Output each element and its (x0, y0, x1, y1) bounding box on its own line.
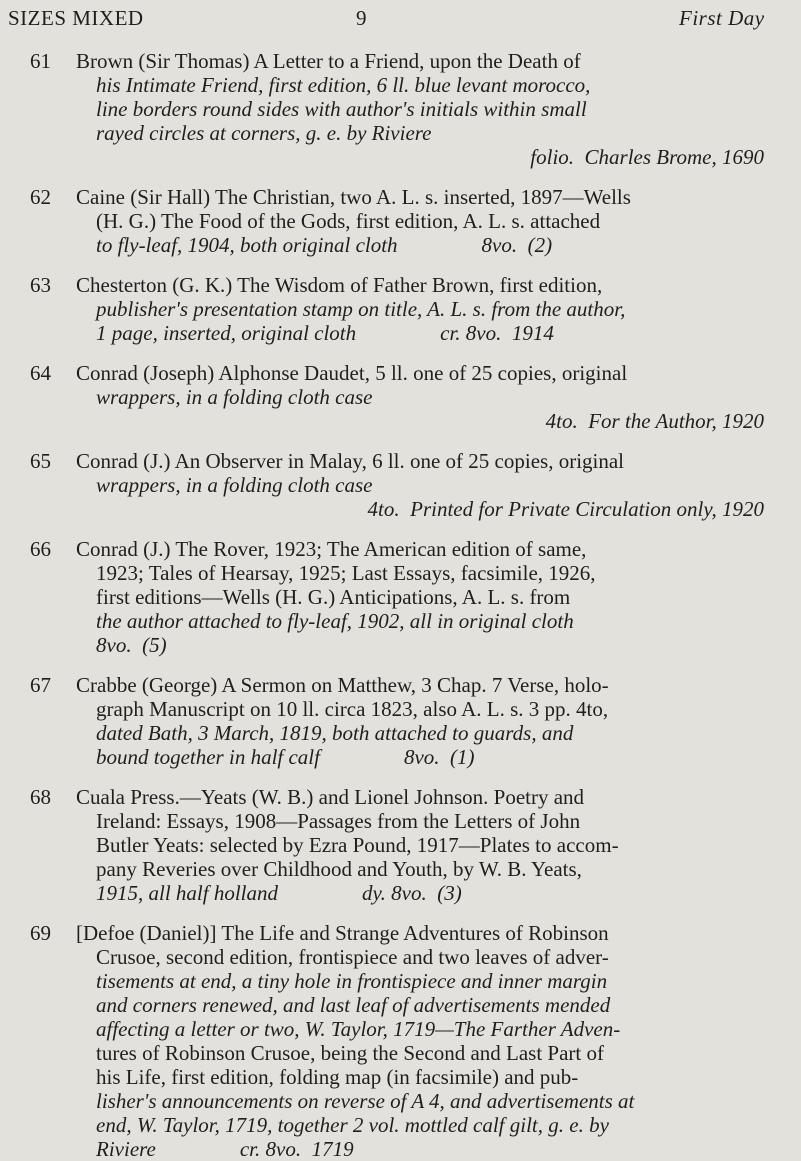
lot-entry (0, 785, 801, 905)
description-line: Conrad (J.) An Observer in Malay, 6 ll. one of 25 copies, original (76, 449, 625, 473)
description-line: Riviere cr. 8vo. 1719 (96, 1137, 354, 1161)
description-line: 1923; Tales of Hearsay, 1925; Last Essays, facsimile, 1926, (96, 561, 596, 585)
description-line: his Life, first edition, folding map (in facsimile) and pub- (96, 1065, 579, 1089)
description-line: graph Manuscript on 10 ll. circa 1823, also A. L. s. 3 pp. 4to, (96, 697, 609, 721)
description-line: folio. Charles Brome, 1690 (530, 145, 764, 169)
lot-number: 68 (30, 785, 51, 809)
description-line: wrappers, in a folding cloth case (96, 473, 373, 497)
lot-description (76, 449, 764, 521)
description-line: Ireland: Essays, 1908—Passages from the Letters of John (96, 809, 581, 833)
description-line: tures of Robinson Crusoe, being the Second and Last Part of (96, 1041, 604, 1065)
description-line: [Defoe (Daniel)] The Life and Strange Adventures of Robinson (76, 921, 609, 945)
description-line: (H. G.) The Food of the Gods, first edition, A. L. s. attached (96, 209, 601, 233)
header-section-title: SIZES MIXED (8, 6, 144, 30)
lot-entry (0, 673, 801, 769)
description-line: 1915, all half holland dy. 8vo. (3) (96, 881, 462, 905)
description-line: tisements at end, a tiny hole in frontispiece and inner margin (96, 969, 608, 993)
description-line: Cuala Press.—Yeats (W. B.) and Lionel Johnson. Poetry and (76, 785, 585, 809)
lot-entry (0, 361, 801, 433)
lot-description (76, 185, 764, 257)
catalogue-entries (0, 49, 801, 1161)
description-line: publisher's presentation stamp on title, A. L. s. from the author, (96, 297, 626, 321)
lot-description (76, 49, 764, 169)
lot-number: 66 (30, 537, 51, 561)
description-line: pany Reveries over Childhood and Youth, by W. B. Yeats, (96, 857, 582, 881)
description-line: affecting a letter or two, W. Taylor, 1719—The Farther Adven- (96, 1017, 621, 1041)
lot-description (76, 361, 764, 433)
lot-description (76, 273, 764, 345)
description-line: the author attached to fly-leaf, 1902, all in original cloth (96, 609, 574, 633)
lot-description (76, 921, 764, 1161)
lot-description (76, 537, 764, 657)
description-line: first editions—Wells (H. G.) Anticipations, A. L. s. from (96, 585, 571, 609)
lot-number: 67 (30, 673, 51, 697)
lot-description (76, 673, 764, 769)
description-line: 4to. For the Author, 1920 (545, 409, 764, 433)
lot-entry (0, 49, 801, 169)
description-line: Conrad (Joseph) Alphonse Daudet, 5 ll. one of 25 copies, original (76, 361, 628, 385)
description-line: end, W. Taylor, 1719, together 2 vol. mottled calf gilt, g. e. by (96, 1113, 609, 1137)
description-line: Brown (Sir Thomas) A Letter to a Friend, upon the Death of (76, 49, 581, 73)
description-line: lisher's announcements on reverse of A 4, and advertisements at (96, 1089, 635, 1113)
page-number: 9 (356, 6, 367, 30)
description-line: Chesterton (G. K.) The Wisdom of Father Brown, first edition, (76, 273, 603, 297)
description-line: Crabbe (George) A Sermon on Matthew, 3 Chap. 7 Verse, holo- (76, 673, 609, 697)
lot-number: 65 (30, 449, 51, 473)
header-day-label: First Day (679, 6, 765, 30)
lot-entry (0, 273, 801, 345)
lot-entry (0, 449, 801, 521)
lot-number: 69 (30, 921, 51, 945)
lot-number: 64 (30, 361, 51, 385)
description-line: Crusoe, second edition, frontispiece and two leaves of adver- (96, 945, 609, 969)
description-line: dated Bath, 3 March, 1819, both attached to guards, and (96, 721, 574, 745)
page-header (0, 6, 801, 36)
description-line: 4to. Printed for Private Circulation only, 1920 (367, 497, 764, 521)
lot-entry (0, 537, 801, 657)
lot-entry (0, 921, 801, 1161)
description-line: wrappers, in a folding cloth case (96, 385, 373, 409)
description-line: Caine (Sir Hall) The Christian, two A. L. s. inserted, 1897—Wells (76, 185, 631, 209)
description-line: rayed circles at corners, g. e. by Riviere (96, 121, 432, 145)
lot-number: 63 (30, 273, 51, 297)
description-line: and corners renewed, and last leaf of advertisements mended (96, 993, 611, 1017)
description-line: his Intimate Friend, first edition, 6 ll. blue levant morocco, (96, 73, 591, 97)
lot-number: 61 (30, 49, 51, 73)
lot-description (76, 785, 764, 905)
description-line: line borders round sides with author's initials within small (96, 97, 587, 121)
description-line: bound together in half calf 8vo. (1) (96, 745, 475, 769)
description-line: Butler Yeats: selected by Ezra Pound, 1917—Plates to accom- (96, 833, 619, 857)
lot-entry (0, 185, 801, 257)
description-line: to fly-leaf, 1904, both original cloth 8vo. (2) (96, 233, 553, 257)
description-line: Conrad (J.) The Rover, 1923; The American edition of same, (76, 537, 587, 561)
description-line: 8vo. (5) (96, 633, 167, 657)
description-line: 1 page, inserted, original cloth cr. 8vo. 1914 (96, 321, 554, 345)
lot-number: 62 (30, 185, 51, 209)
